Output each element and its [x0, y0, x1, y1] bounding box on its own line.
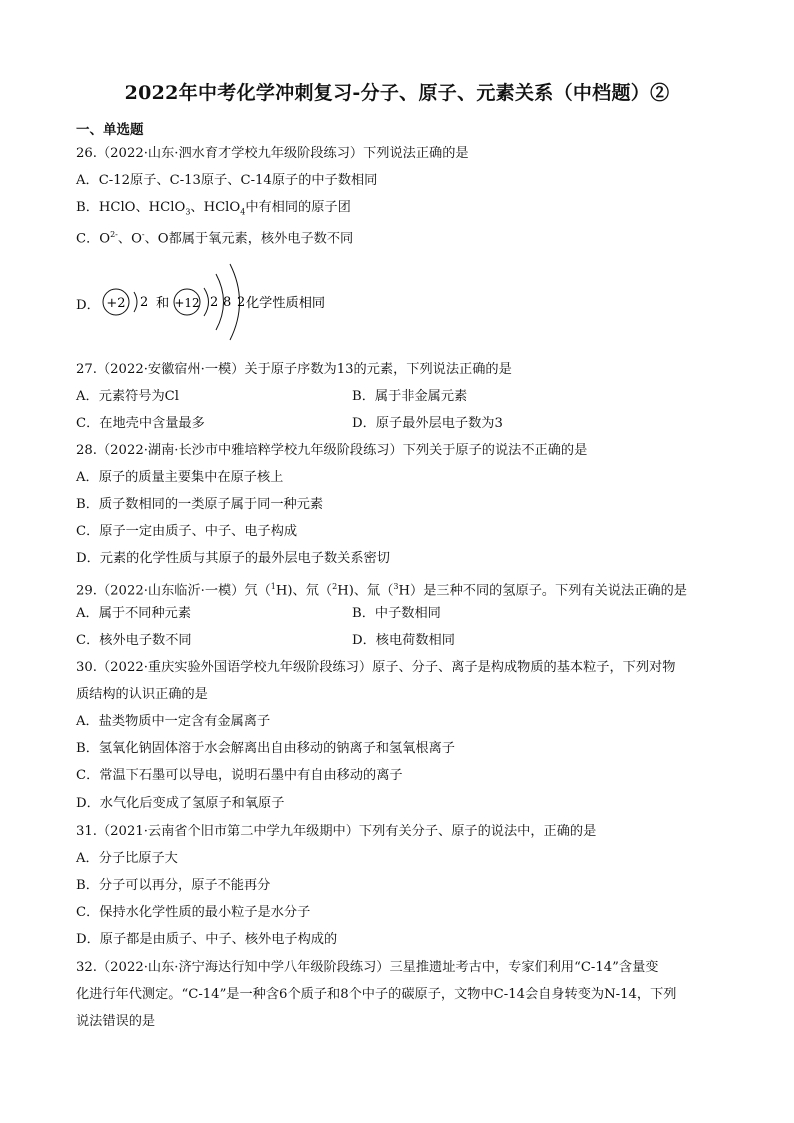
- atom2-shell-1: [204, 288, 209, 316]
- q26-option-a: A．C-12原子、C-13原子、C-14原子的中子数相同: [76, 173, 378, 188]
- q28-option-a: A．原子的质量主要集中在原子核上: [76, 470, 284, 485]
- helium-atom-diagram: [103, 289, 148, 315]
- question-28-stem: 28.（2022·湖南·长沙市中雅培粹学校九年级阶段练习）下列关于原子的说法不正确的是: [76, 443, 588, 458]
- atom1-nucleus-charge: +2: [106, 296, 126, 311]
- q27-option-b: B．属于非金属元素: [352, 389, 468, 404]
- atom2-shell-1-electrons: 2: [210, 295, 219, 310]
- section-heading: 一、单选题: [76, 122, 144, 138]
- question-30-stem-line1: 30.（2022·重庆实验外国语学校九年级阶段练习）原子、分子、离子是构成物质的基本粒子，下列对物: [76, 660, 676, 675]
- q27-option-d: D．原子最外层电子数为3: [352, 416, 503, 431]
- q29-option-a: A．属于不同种元素: [76, 606, 192, 621]
- question-30-stem-line2: 质结构的认识正确的是: [76, 687, 208, 702]
- q27-option-c: C．在地壳中含量最多: [76, 416, 205, 431]
- q28-option-d: D．元素的化学性质与其原子的最外层电子数关系密切: [76, 551, 390, 566]
- question-31-stem: 31.（2021·云南省个旧市第二中学九年级期中）下列有关分子、原子的说法中，正确的是: [76, 824, 597, 839]
- question-29-stem: 29.（2022·山东临沂·一模）氕（$^1$H)、氘（$^2$H)、氚（$^3$H）是三种不同的氢原子。下列有关说法正确的是: [76, 582, 687, 599]
- question-26-stem: 26.（2022·山东·泗水育才学校九年级阶段练习）下列说法正确的是: [76, 146, 469, 161]
- q29-option-b: B．中子数相同: [352, 606, 441, 621]
- magnesium-atom-diagram: [174, 264, 245, 340]
- q28-option-c: C．原子一定由质子、中子、电子构成: [76, 524, 298, 539]
- q31-option-b: B．分子可以再分，原子不能再分: [76, 878, 271, 893]
- atom2-nucleus-charge: +12: [174, 296, 200, 310]
- q26-option-b: B．HClO、HClO$_3$、HClO$_4$中有相同的原子团: [76, 200, 351, 217]
- atom1-shell-1-electrons: 2: [140, 295, 149, 310]
- question-27-stem: 27.（2022·安徽宿州·一模）关于原子序数为13的元素，下列说法正确的是: [76, 362, 512, 377]
- question-32-stem-line3: 说法错误的是: [76, 1014, 156, 1029]
- q26-option-c: C．$O^{2-}$、O-、O都属于氧元素，核外电子数不同: [76, 230, 354, 247]
- q29-option-d: D．核电荷数相同: [352, 633, 455, 648]
- q29-option-c: C．核外电子数不同: [76, 633, 192, 648]
- atom1-shell-1: [134, 292, 137, 312]
- q30-option-b: B．氢氧化钠固体溶于水会解离出自由移动的钠离子和氢氧根离子: [76, 741, 455, 756]
- q26-option-d-label: D．: [76, 298, 100, 313]
- q26-option-d-text: 化学性质相同: [246, 296, 326, 311]
- q30-option-d: D．水气化后变成了氢原子和氧原子: [76, 796, 285, 811]
- page-title: 2022年中考化学冲刺复习-分子、原子、元素关系（中档题）②: [124, 82, 670, 104]
- and-connector: 和: [156, 296, 170, 311]
- atom-structure-diagrams: [76, 256, 576, 346]
- q26-option-d: [76, 256, 576, 346]
- q27-option-a: A．元素符号为Cl: [76, 389, 179, 404]
- atom2-shell-3-electrons: 2: [237, 295, 246, 310]
- question-32-stem-line1: 32.（2022·山东·济宁海达行知中学八年级阶段练习）三星推遗址考古中，专家们利用“C-14”含量变: [76, 960, 659, 975]
- q30-option-c: C．常温下石墨可以导电，说明石墨中有自由移动的离子: [76, 768, 403, 783]
- q30-option-a: A．盐类物质中一定含有金属离子: [76, 714, 271, 729]
- question-32-stem-line2: 化进行年代测定。“C-14”是一种含6个质子和8个中子的碳原子，文物中C-14会自身转变为N-14，下列: [76, 987, 677, 1002]
- q31-option-a: A．分子比原子大: [76, 851, 178, 866]
- q28-option-b: B．质子数相同的一类原子属于同一种元素: [76, 497, 324, 512]
- q31-option-d: D．原子都是由质子、中子、核外电子构成的: [76, 932, 338, 947]
- atom2-shell-2-electrons: 8: [223, 295, 232, 310]
- q31-option-c: C．保持水化学性质的最小粒子是水分子: [76, 905, 311, 920]
